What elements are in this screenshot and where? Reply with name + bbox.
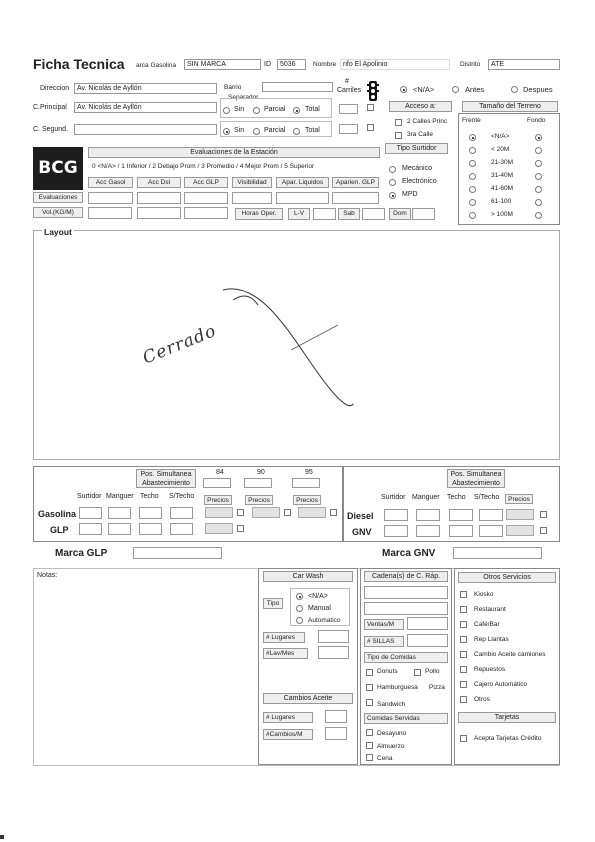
sep1-total-radio[interactable]	[293, 107, 300, 114]
surtidor-mpd-label: MPD	[402, 191, 418, 198]
fuel-right-1-0[interactable]	[384, 525, 408, 537]
fuel-left-1-0[interactable]	[79, 523, 102, 535]
octane-field-84[interactable]	[203, 478, 231, 488]
marca-gnv-field[interactable]	[453, 547, 542, 559]
eval-col-0: Acc Gasol	[88, 177, 133, 188]
direccion-label: Direccion	[40, 85, 70, 92]
id-label: ID	[264, 61, 271, 68]
distrito-label: Distrito	[460, 61, 481, 68]
marca-gnv-label: Marca GNV	[382, 548, 436, 559]
possim-r-line1: Pos. Simultanea	[450, 471, 502, 478]
fuel-right-0-2[interactable]	[449, 509, 473, 521]
fondo-radio[interactable]	[535, 212, 542, 219]
fuel-right-1-3[interactable]	[479, 525, 503, 537]
sep2-parcial-radio[interactable]	[253, 128, 260, 135]
terreno-row-label: 41-60M	[491, 185, 514, 192]
donuts-check[interactable]	[366, 669, 373, 676]
evaluaciones-scale: 0 <N/A> / 1 Inferior / 2 Debajo Prom / 3 Promedio / 4 Mejor Prom / 5 Superior	[92, 163, 315, 170]
terreno-row-label: 31-40M	[491, 172, 514, 179]
fuel-left-0-0[interactable]	[79, 507, 102, 519]
sandwich-label: Sandwich	[377, 701, 406, 708]
distrito-field[interactable]: ATE	[488, 59, 560, 70]
carwash-na-label: <N/A>	[308, 593, 328, 600]
surtidor-electronico-label: Electrónico	[402, 178, 437, 185]
otros-label-3: Rep Llantas	[474, 636, 509, 643]
fuel-right-price-1[interactable]	[506, 525, 534, 536]
octane-84: 84	[216, 469, 224, 476]
eval-col-5: Aparien. GLP	[332, 177, 379, 188]
frente-radio[interactable]	[469, 212, 476, 219]
fuel-right-1-1[interactable]	[416, 525, 440, 537]
almuerzo-check[interactable]	[366, 742, 373, 749]
eval-col-3: Visibilidad	[232, 177, 272, 188]
separador-label: Separador	[228, 94, 259, 101]
traffic-light-icon	[367, 81, 379, 106]
bcg-logo: BCG	[33, 147, 83, 190]
terreno-header: Tamaño del Terreno	[462, 101, 558, 112]
desayuno-label: Desayuno	[377, 730, 407, 737]
id-field[interactable]: 5036	[277, 59, 306, 70]
terreno-row-label: 61-100	[491, 198, 512, 205]
layout-drawing	[33, 230, 560, 460]
timing-despues-radio[interactable]	[511, 86, 518, 93]
carwash-lugares-label: # Lugares	[263, 632, 305, 643]
carwash-auto-label: Automatico	[308, 617, 341, 624]
fuel-right-0-3[interactable]	[479, 509, 503, 521]
fuel-left-0-1[interactable]	[108, 507, 131, 519]
fuel-left-0-2[interactable]	[139, 507, 162, 519]
fondo-radio[interactable]	[535, 147, 542, 154]
gnv-label: GNV	[352, 527, 372, 537]
terreno-group	[458, 113, 560, 225]
comidas-servidas-label: Comidas Servidas	[364, 713, 448, 724]
horas-oper-label: Horas Oper.	[235, 208, 283, 220]
segund-field[interactable]	[74, 124, 217, 135]
eval-field-1[interactable]	[137, 192, 181, 204]
otros-header: Otros Servicios	[458, 572, 556, 583]
barrio-field[interactable]	[262, 82, 333, 92]
sep2-total-radio[interactable]	[293, 128, 300, 135]
surtidor-mecanico-label: Mecánico	[402, 165, 432, 172]
gasolina-price-check-2[interactable]	[330, 509, 337, 516]
precios-label-90: Precios	[245, 495, 273, 505]
frente-radio[interactable]	[469, 160, 476, 167]
sep1-parcial-label: Parcial	[264, 106, 286, 113]
cambios-m-label: #Cambios/M	[263, 729, 313, 740]
timing-despues-label: Despues	[523, 85, 553, 94]
barrio-label: Barrio	[224, 84, 242, 91]
principal-label: C.Principal	[33, 104, 67, 111]
carwash-tipo-label: Tipo	[263, 598, 283, 609]
gasolina-price-2[interactable]	[298, 507, 326, 518]
fr-stecho: S/Techo	[474, 494, 500, 501]
fuel-right-check-1[interactable]	[540, 527, 547, 534]
cadena-header: Cadena(s) de C. Ráp.	[364, 571, 448, 582]
carwash-lugares-field[interactable]	[318, 630, 349, 643]
fr-surtidor: Surtidor	[381, 494, 406, 501]
acceso-2calles-check[interactable]	[395, 119, 402, 126]
corner-mark	[0, 835, 4, 839]
evaluaciones-header: Evaluaciones de la Estación	[88, 147, 380, 158]
evaluaciones-side-label: Evaluaciones	[33, 192, 83, 203]
marca-glp-label: Marca GLP	[55, 548, 108, 559]
terreno-frente-label: Frente	[462, 117, 481, 124]
fondo-radio[interactable]	[535, 199, 542, 206]
sep2-total-label: Total	[305, 127, 320, 134]
timing-antes-radio[interactable]	[452, 86, 459, 93]
cena-check[interactable]	[366, 754, 373, 761]
diesel-label: Diesel	[347, 511, 374, 521]
cadena-field-1[interactable]	[364, 586, 448, 599]
terreno-fondo-label: Fondo	[527, 117, 546, 124]
sep1-sin-label: Sin	[234, 106, 245, 113]
gasolina-label: Gasolina	[38, 509, 77, 519]
eval-field-4[interactable]	[276, 192, 329, 204]
gasolina-price-1[interactable]	[252, 507, 280, 518]
fuel-left-1-1[interactable]	[108, 523, 131, 535]
glp-price[interactable]	[205, 523, 233, 534]
otros-check-4[interactable]	[460, 651, 467, 658]
sillas-label: # SILLAS	[364, 636, 404, 647]
carwash-lavmes-label: #Lav/Mes	[263, 648, 308, 659]
carriles-check-2[interactable]	[367, 124, 374, 131]
acceso-3ra-check[interactable]	[395, 132, 402, 139]
possim-line1: Pos. Simultanea	[140, 471, 192, 478]
terreno-row-label: <N/A>	[491, 133, 510, 140]
otros-check-2[interactable]	[460, 621, 467, 628]
eval-field-3[interactable]	[232, 192, 272, 204]
otros-check-6[interactable]	[460, 681, 467, 688]
fondo-radio[interactable]	[535, 186, 542, 193]
glp-label: GLP	[50, 525, 69, 535]
sep2-parcial-label: Parcial	[264, 127, 286, 134]
direccion-field[interactable]: Av. Nicolás de Ayllón	[74, 83, 217, 94]
eval-col-2: Acc GLP	[184, 177, 228, 188]
pollo-check[interactable]	[414, 669, 421, 676]
fondo-radio[interactable]	[535, 134, 542, 141]
sep1-parcial-radio[interactable]	[253, 107, 260, 114]
otros-label-4: Cambio Aceite camiones	[474, 651, 546, 658]
otros-label-0: Kiosko	[474, 591, 494, 598]
gasolina-price-check-1[interactable]	[284, 509, 291, 516]
precios-label-84: Precios	[204, 495, 232, 505]
donuts-label: Donuts	[377, 668, 398, 675]
sillas-field[interactable]	[407, 634, 448, 647]
sep2-sin-label: Sin	[234, 127, 245, 134]
cambios-lugares-field[interactable]	[325, 710, 347, 723]
carwash-auto-radio[interactable]	[296, 617, 303, 624]
carwash-manual-radio[interactable]	[296, 605, 303, 612]
fuel-left-1-2[interactable]	[139, 523, 162, 535]
vol-field-0[interactable]	[88, 207, 132, 219]
octane-field-90[interactable]	[244, 478, 272, 488]
otros-label-5: Repuestos	[474, 666, 506, 673]
dom-field[interactable]	[412, 208, 435, 220]
otros-check-0[interactable]	[460, 591, 467, 598]
carriles-field-1[interactable]	[339, 104, 358, 114]
layout-handwriting: Cerrado	[140, 320, 220, 369]
octane-90: 90	[257, 469, 265, 476]
octane-field-95[interactable]	[292, 478, 320, 488]
otros-label-1: Restaurant	[474, 606, 506, 613]
surtidor-mecanico-radio[interactable]	[389, 166, 396, 173]
acceso-2calles-label: 2 Calles Princ	[407, 118, 448, 125]
tarjetas-header: Tarjetas	[458, 712, 556, 723]
almuerzo-label: Almuerzo	[377, 743, 405, 750]
notas-label: Notas:	[37, 572, 58, 579]
carriles-check-1[interactable]	[367, 104, 374, 111]
otros-check-1[interactable]	[460, 606, 467, 613]
frente-radio[interactable]	[469, 173, 476, 180]
frente-radio[interactable]	[469, 147, 476, 154]
marca-gasolina-field[interactable]: SIN MARCA	[184, 59, 261, 70]
hamburguesa-label: Hamburguesa	[377, 684, 418, 691]
timing-na-label: <N/A>	[413, 85, 435, 94]
frente-radio[interactable]	[469, 134, 476, 141]
sep1-sin-radio[interactable]	[223, 107, 230, 114]
otros-label-2: Café/Bar	[474, 621, 500, 628]
timing-na-radio[interactable]	[400, 86, 407, 93]
pollo-label: Pollo	[425, 668, 440, 675]
carwash-manual-label: Manual	[308, 605, 331, 612]
page-title: Ficha Tecnica	[33, 56, 125, 72]
frente-radio[interactable]	[469, 199, 476, 206]
fuel-left-possim	[136, 469, 196, 488]
lv-label: L-V	[288, 208, 310, 220]
pizza-label: Pizza	[429, 684, 445, 691]
fl-surtidor: Surtidor	[77, 493, 102, 500]
surtidor-mpd-radio[interactable]	[389, 192, 396, 199]
fuel-right-check-0[interactable]	[540, 511, 547, 518]
terreno-row-label: > 100M	[491, 211, 513, 218]
segund-label: C. Segund.	[33, 126, 69, 133]
fuel-right-possim	[447, 469, 505, 488]
cambios-m-field[interactable]	[325, 727, 347, 740]
fl-manguer: Manguer	[106, 493, 134, 500]
possim-r-line2: Abastecimiento	[452, 480, 500, 487]
otros-label-7: Otros	[474, 696, 490, 703]
cambios-lugares-label: # Lugares	[263, 712, 313, 723]
timing-antes-label: Antes	[465, 85, 485, 94]
fuel-right-1-2[interactable]	[449, 525, 473, 537]
hamburguesa-check[interactable]	[366, 684, 373, 691]
eval-col-1: Acc Dsl	[137, 177, 181, 188]
principal-field[interactable]: Av. Nicolás de Ayllón	[74, 102, 217, 113]
desayuno-check[interactable]	[366, 729, 373, 736]
fr-precios: Precios	[505, 494, 533, 504]
fuel-right-0-1[interactable]	[416, 509, 440, 521]
sab-field[interactable]	[362, 208, 385, 220]
gasolina-price-check-0[interactable]	[237, 509, 244, 516]
fl-stecho: S/Techo	[169, 493, 195, 500]
fr-techo: Techo	[447, 494, 466, 501]
tipo-surtidor-header: Tipo Surtidor	[385, 143, 448, 154]
tipo-comidas-label: Tipo de Comidas	[364, 652, 448, 663]
carwash-na-radio[interactable]	[296, 593, 303, 600]
marca-gasolina-label: arca Gasolina	[136, 62, 177, 69]
fuel-right-0-0[interactable]	[384, 509, 408, 521]
otros-check-3[interactable]	[460, 636, 467, 643]
fr-manguer: Manguer	[412, 494, 440, 501]
cena-label: Cena	[377, 755, 393, 762]
otros-check-7[interactable]	[460, 696, 467, 703]
precios-label-95: Precios	[293, 495, 321, 505]
sab-label: Sab	[338, 208, 360, 220]
marca-glp-field[interactable]	[133, 547, 222, 559]
layout-label: Layout	[44, 227, 72, 237]
eval-field-0[interactable]	[88, 192, 133, 204]
sep2-sin-radio[interactable]	[223, 128, 230, 135]
vol-label: Vol.(KG/M)	[33, 207, 83, 218]
fondo-radio[interactable]	[535, 173, 542, 180]
acepta-tarjetas-check[interactable]	[460, 735, 467, 742]
ventas-label: Ventas/M	[364, 619, 404, 630]
glp-price-check[interactable]	[237, 525, 244, 532]
fl-techo: Techo	[140, 493, 159, 500]
fuel-right-price-0[interactable]	[506, 509, 534, 520]
fondo-radio[interactable]	[535, 160, 542, 167]
otros-label-6: Cajero Automático	[474, 681, 528, 688]
vol-field-1[interactable]	[137, 207, 181, 219]
acepta-tarjetas-label: Acepta Tarjetas Crédito	[474, 735, 542, 742]
gasolina-price-0[interactable]	[205, 507, 233, 518]
nombre-field[interactable]: rifo El Apolinio	[340, 59, 450, 70]
sandwich-check[interactable]	[366, 699, 373, 706]
surtidor-electronico-radio[interactable]	[389, 179, 396, 186]
possim-line2: Abastecimiento	[142, 480, 190, 487]
fuel-left-1-3[interactable]	[170, 523, 193, 535]
vol-field-2[interactable]	[184, 207, 228, 219]
fuel-left-0-3[interactable]	[170, 507, 193, 519]
carriles-hash: #	[345, 78, 349, 85]
carwash-header: Car Wash	[263, 571, 353, 582]
otros-check-5[interactable]	[460, 666, 467, 673]
octane-95: 95	[305, 469, 313, 476]
dom-label: Dom	[389, 208, 411, 220]
sep1-total-label: Total	[305, 106, 320, 113]
cambios-aceite-header: Cambios Aceite	[263, 693, 353, 704]
ventas-field[interactable]	[407, 617, 448, 630]
frente-radio[interactable]	[469, 186, 476, 193]
carwash-lavmes-field[interactable]	[318, 646, 349, 659]
nombre-label: Nombre	[313, 61, 337, 68]
eval-col-4: Apar. Liquidos	[276, 177, 329, 188]
carriles-label: Carriles	[337, 87, 362, 94]
eval-field-5[interactable]	[332, 192, 379, 204]
carriles-field-2[interactable]	[339, 124, 358, 134]
lv-field[interactable]	[313, 208, 336, 220]
eval-field-2[interactable]	[184, 192, 228, 204]
acceso-header: Acceso a:	[389, 101, 452, 112]
acceso-3ra-label: 3ra Calle	[407, 131, 434, 138]
cadena-field-2[interactable]	[364, 602, 448, 615]
terreno-row-label: 21-30M	[491, 159, 514, 166]
terreno-row-label: < 20M	[491, 146, 510, 153]
